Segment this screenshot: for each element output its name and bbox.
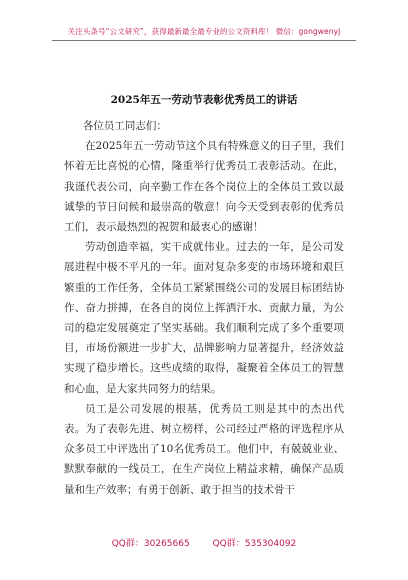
document-body [64, 116, 344, 500]
salutation: 各位员工同志们： [82, 120, 167, 132]
document-title: 2025年五一劳动节表彰优秀员工的讲话 [110, 94, 298, 106]
paragraph-2: 劳动创造幸福，实干成就伟业。过去的一年，是公司发展进程中极不平凡的一年。面对复杂多变的市场环境和艰巨繁重的工作任务，全体员工紧紧围绕公司的发展目标团结协作、奋力拼搏，在各自的岗位上挥洒汗水、贡献力量，为公司的稳定发展奠定了坚实基础。我们顺利完成了多个重要项目，市场份额进一步扩大，品牌影响力显著提升，经济效益实现了稳步增长。这些成绩的取得，凝聚着全体员工的智慧和心血，是大家共同努力的结果。 [64, 241, 344, 395]
header-divider [52, 40, 356, 41]
paragraph-3: 员工是公司发展的根基，优秀员工则是其中的杰出代表。为了表彰先进、树立榜样，公司经过严格的评选程序从众多员工中评选出了10名优秀员工。他们中，有兢兢业业、默默奉献的一线员工，在生产岗位上精益求精，确保产品质量和生产效率；有勇于创新、敢于担当的技术骨干 [64, 402, 344, 496]
footer-qq-group-1: QQ群：30265665 [111, 539, 190, 549]
paragraph-1: 在2025年五一劳动节这个具有特殊意义的日子里，我们怀着无比喜悦的心情，隆重举行优秀员工表彰活动。在此，我谨代表公司，向辛勤工作在各个岗位上的全体员工致以最诚挚的节日问候和最崇高的敬意！向今天受到表彰的优秀员工们，表示最热烈的祝贺和最衷心的感谢！ [64, 140, 344, 234]
header-banner: 关注头条号“公文研究”，获得最新最全最专业的公文资料库！ 微信：gongwenyj [67, 27, 341, 36]
footer-qq-group-2: QQ群：535304092 [212, 539, 297, 549]
footer [0, 536, 408, 549]
